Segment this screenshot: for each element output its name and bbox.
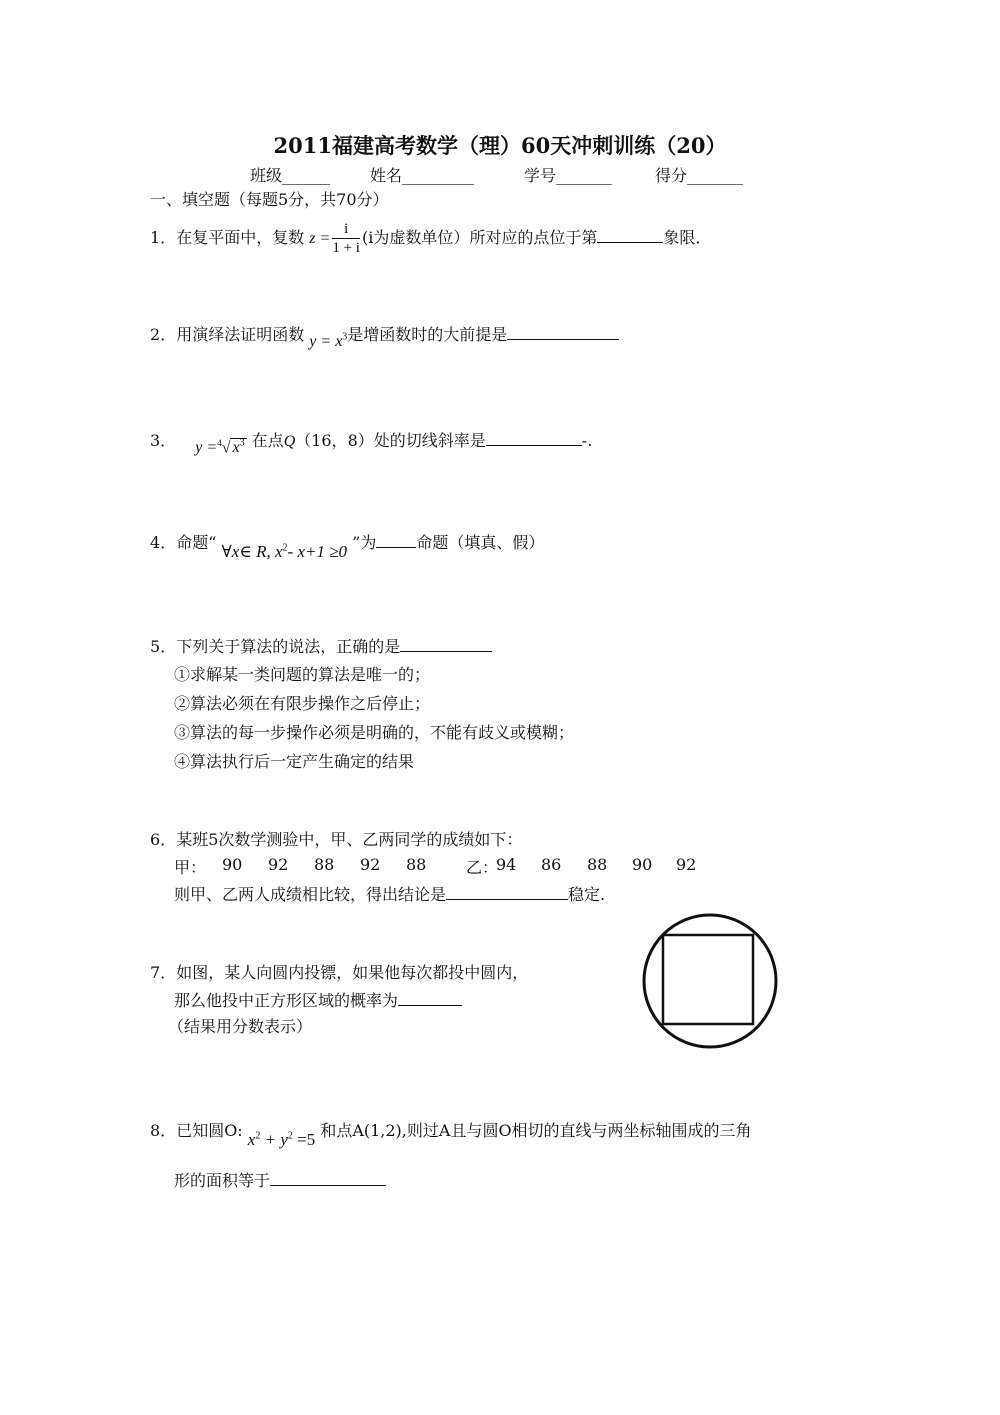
q7-note: （结果用分数表示） — [168, 1017, 313, 1036]
question-5 — [150, 634, 492, 657]
q6-yi-score: 86 — [541, 855, 562, 874]
q2-exponent: 3 — [342, 331, 348, 343]
name-field: 姓名_________ — [370, 166, 475, 185]
q8-text-b: 和点A(1,2),则过A且与圆O相切的直线与两坐标轴围成的三角 — [320, 1121, 752, 1140]
class-field: 班级______ — [250, 166, 331, 185]
question-6 — [150, 827, 522, 850]
q1-numerator: i — [332, 220, 360, 239]
section-heading: 一、填空题（每题5分，共70分） — [150, 190, 389, 209]
q1-z: z = — [309, 230, 331, 247]
q6-text-b: 则甲、乙两人成绩相比较，得出结论是 — [174, 885, 447, 904]
q2-number: 2． — [150, 325, 177, 344]
q3-text-b: （16，8）处的切线斜率是 — [295, 431, 486, 450]
q7-line-2 — [174, 988, 462, 1011]
student-id-field: 学号_______ — [524, 166, 613, 185]
q1-text-a: 在复平面中，复数 — [176, 228, 305, 247]
q6-jia-label: 甲： — [174, 858, 207, 877]
q8-x: x — [247, 1130, 256, 1149]
q3-text-c: -. — [581, 431, 593, 450]
q6-number: 6． — [150, 830, 177, 849]
q5-option-4: ④算法执行后一定产生确定的结果 — [174, 752, 415, 771]
q8-exp-1: 2 — [255, 1130, 261, 1142]
question-4 — [150, 530, 545, 561]
q5-text: 下列关于算法的说法，正确的是 — [176, 637, 401, 656]
q1-text-c: 象限． — [663, 228, 712, 247]
q2-fn-text: y = x — [309, 333, 343, 350]
q3-text-a: 在点 — [251, 431, 284, 450]
q4-exponent: 2 — [282, 542, 288, 554]
q8-line-2 — [174, 1168, 386, 1191]
q4-text-c: 命题（填真、假） — [416, 533, 545, 552]
q8-text-c: 形的面积等于 — [174, 1171, 271, 1190]
q6-text-c: 稳定. — [568, 885, 606, 904]
q6-jia-score: 88 — [406, 855, 427, 874]
q3-y: y = — [195, 439, 218, 456]
q6-jia-score: 90 — [222, 855, 243, 874]
q5-option-3: ③算法的每一步操作必须是明确的，不能有歧义或模糊； — [174, 723, 575, 742]
q2-text-a: 用演绎法证明函数 — [176, 325, 305, 344]
q4-expr-a: ∀x∈ R, x — [221, 542, 283, 561]
q6-text: 某班5次数学测验中，甲、乙两同学的成绩如下： — [176, 830, 523, 849]
q6-jia-score: 92 — [360, 855, 381, 874]
q6-yi-score: 92 — [676, 855, 697, 874]
q8-exp-2: 2 — [287, 1130, 293, 1142]
q7-text-a: 如图，某人向圆内投镖，如果他每次都投中圆内， — [176, 963, 529, 982]
q6-yi-label: 乙： — [466, 858, 499, 877]
q2-text-b: 是增函数时的大前提是 — [347, 325, 508, 344]
q6-yi-score: 94 — [496, 855, 517, 874]
score-field: 得分_______ — [655, 166, 744, 185]
q3-radicand-var: x — [232, 439, 240, 456]
q8-number: 8． — [150, 1121, 177, 1140]
q7-text-b: 那么他投中正方形区域的概率为 — [174, 991, 399, 1010]
q4-answer-blank[interactable] — [376, 533, 416, 548]
q8-plus-y: + y — [264, 1130, 288, 1149]
question-3 — [150, 428, 593, 456]
q3-radical: $^4$√ $x^3$ — [217, 437, 245, 456]
q1-text-b: (i为虚数单位）所对应的点位于第 — [361, 228, 598, 247]
q1-number: 1． — [150, 228, 177, 247]
q5-option-2: ②算法必须在有限步操作之后停止； — [174, 694, 431, 713]
q5-number: 5． — [150, 637, 177, 656]
q4-expr-b: - x+1 ≥0 — [287, 542, 348, 561]
q3-answer-blank[interactable] — [486, 431, 582, 446]
q3-radicand — [230, 438, 246, 456]
circle-square-figure — [640, 910, 780, 1050]
q4-text-a: 命题“ — [176, 533, 217, 552]
q6-answer-blank[interactable] — [446, 885, 568, 900]
q6-jia-score: 88 — [314, 855, 335, 874]
question-2 — [150, 322, 619, 350]
q8-eq: =5 — [297, 1130, 316, 1149]
q1-answer-blank[interactable] — [597, 228, 663, 243]
q1-denominator: 1 + i — [332, 240, 360, 256]
figure-square — [663, 935, 753, 1024]
question-8 — [150, 1118, 752, 1149]
page-title: 2011福建高考数学（理）60天冲刺训练（20） — [273, 133, 727, 158]
q6-conclusion — [174, 882, 605, 905]
q2-answer-blank[interactable] — [507, 325, 619, 340]
q3-number: 3． — [150, 431, 177, 450]
q3-root-index: 4 — [217, 437, 222, 448]
q1-fraction — [332, 220, 360, 257]
q8-text-a: 已知圆O: — [176, 1121, 243, 1140]
q6-jia-score: 92 — [268, 855, 289, 874]
q4-text-b: ”为 — [352, 533, 377, 552]
q8-answer-blank[interactable] — [270, 1171, 386, 1186]
q2-function — [309, 333, 347, 350]
q3-radicand-exp: 3 — [239, 437, 245, 449]
q7-number: 7． — [150, 963, 177, 982]
q7-answer-blank[interactable] — [398, 991, 462, 1006]
q6-yi-score: 88 — [587, 855, 608, 874]
question-7 — [150, 960, 528, 983]
q3-point-q: Q — [283, 433, 296, 450]
q4-number: 4． — [150, 533, 177, 552]
q6-yi-score: 90 — [632, 855, 653, 874]
question-1 — [150, 220, 711, 257]
q5-option-1: ①求解某一类问题的算法是唯一的； — [174, 665, 431, 684]
q8-equation — [248, 1130, 315, 1149]
q5-answer-blank[interactable] — [400, 637, 492, 652]
q4-expression — [221, 542, 347, 561]
